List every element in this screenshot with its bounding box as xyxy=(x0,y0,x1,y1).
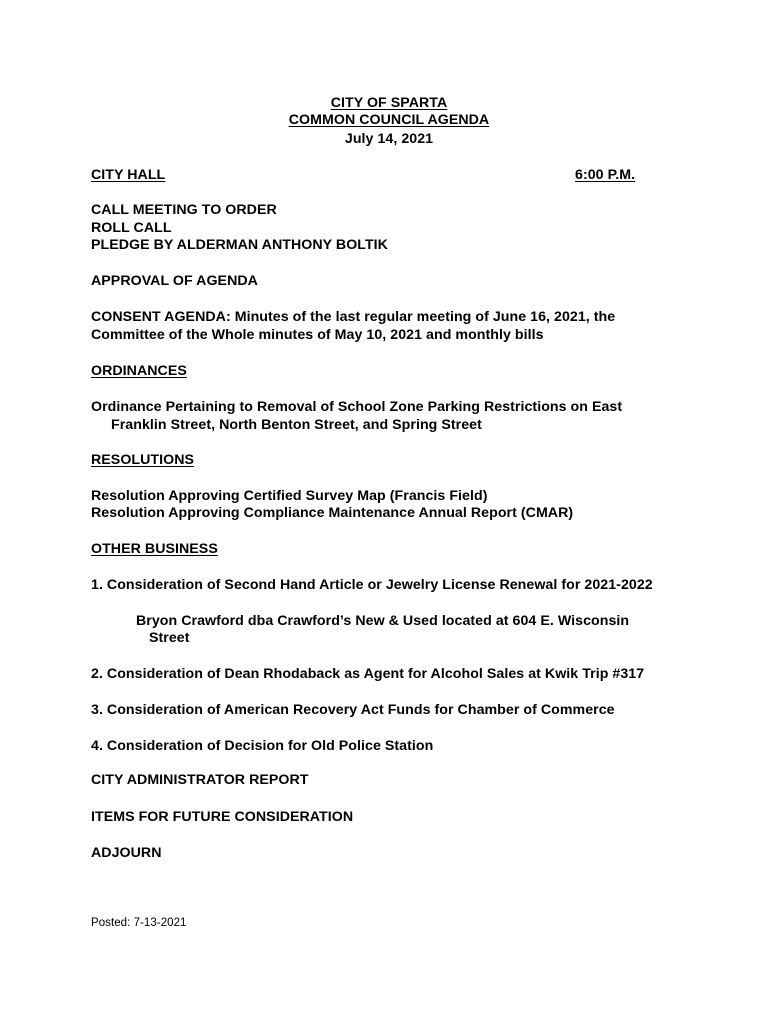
business-item-1: 1. Consideration of Second Hand Article or Jewelry License Renewal for 2021-2022 xyxy=(91,577,653,593)
consent-agenda-line-1: CONSENT AGENDA: Minutes of the last regular meeting of June 16, 2021, the xyxy=(91,309,616,325)
approval-of-agenda: APPROVAL OF AGENDA xyxy=(91,273,258,289)
ordinances-heading: ORDINANCES xyxy=(91,363,187,379)
roll-call: ROLL CALL xyxy=(91,220,172,236)
ordinance-line-2: Franklin Street, North Benton Street, and Spring Street xyxy=(111,417,482,433)
resolutions-heading: RESOLUTIONS xyxy=(91,452,195,468)
posted-date: Posted: 7-13-2021 xyxy=(91,917,187,929)
future-consideration: ITEMS FOR FUTURE CONSIDERATION xyxy=(91,809,354,825)
pledge: PLEDGE BY ALDERMAN ANTHONY BOLTIK xyxy=(91,237,388,253)
adjourn: ADJOURN xyxy=(91,845,162,861)
business-item-2: 2. Consideration of Dean Rhodaback as Agent for Alcohol Sales at Kwik Trip #317 xyxy=(91,666,645,682)
business-item-3: 3. Consideration of American Recovery Act Funds for Chamber of Commerce xyxy=(91,702,615,718)
consent-agenda-line-2: Committee of the Whole minutes of May 10, 2021 and monthly bills xyxy=(91,327,544,343)
resolution-item: Resolution Approving Certified Survey Map (Francis Field) xyxy=(91,488,488,504)
business-item-4: 4. Consideration of Decision for Old Police Station xyxy=(91,738,434,754)
business-item-1-detail-line-1: Bryon Crawford dba Crawford’s New & Used located at 604 E. Wisconsin xyxy=(136,613,630,629)
ordinance-line-1: Ordinance Pertaining to Removal of School Zone Parking Restrictions on East xyxy=(91,399,623,415)
city-name: CITY OF SPARTA xyxy=(330,95,448,111)
agenda-title: COMMON COUNCIL AGENDA xyxy=(288,112,490,128)
meeting-date: July 14, 2021 xyxy=(344,131,434,147)
meeting-location: CITY HALL xyxy=(91,167,166,183)
business-item-1-detail-line-2: Street xyxy=(149,630,190,646)
resolution-item: Resolution Approving Compliance Maintenance Annual Report (CMAR) xyxy=(91,505,574,521)
other-business-heading: OTHER BUSINESS xyxy=(91,541,218,557)
call-to-order: CALL MEETING TO ORDER xyxy=(91,202,277,218)
meeting-time: 6:00 P.M. xyxy=(575,167,636,183)
administrator-report: CITY ADMINISTRATOR REPORT xyxy=(91,772,309,788)
